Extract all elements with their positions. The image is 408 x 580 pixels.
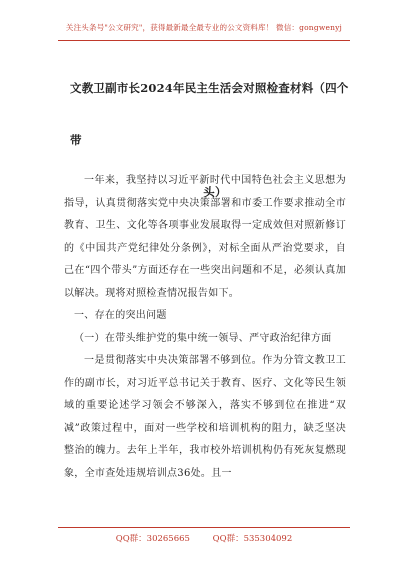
section-heading: 一、存在的突出问题 bbox=[74, 310, 167, 321]
footer-divider bbox=[58, 527, 350, 528]
footer-contacts bbox=[0, 532, 408, 544]
title-line-1: 文教卫副市长2024年民主生活会对照检查材料（四个带 bbox=[70, 81, 349, 147]
footer-qq-group-2: QQ群：535304092 bbox=[212, 534, 293, 544]
body-paragraph: 一是贯彻落实中央决策部署不够到位。作为分管文教卫工作的副市长，对习近平总书记关于教育、医疗、文化等民生领域的重要论述学习领会不够深入，落实不够到位在推进“双减”政策过程中，面对一些学校和培训机构的阻力，缺乏坚决整治的魄力。去年上半年，我市校外培训机构仍有死灰复燃现象，全市查处违规培训点36处。且一 bbox=[64, 355, 346, 479]
footer-qq-group-1: QQ群：30265665 bbox=[115, 534, 190, 544]
header-divider bbox=[58, 40, 350, 41]
title-line-2: 头） bbox=[203, 185, 227, 199]
intro-paragraph: 一年来，我坚持以习近平新时代中国特色社会主义思想为指导，认真贯彻落实党中央决策部署和市委工作要求推动全市教育、卫生、文化等各项事业发展取得一定成效但对照新修订的《中国共产党纪律处分条例》，对标全面从严治党要求，自己在“四个带头”方面还存在一些突出问题和不足，必须认真加以解决。现将对照检查情况报告如下。 bbox=[64, 175, 346, 299]
subsection-heading: （一）在带头维护党的集中统一领导、严守政治纪律方面 bbox=[74, 332, 332, 344]
document-body bbox=[64, 170, 346, 485]
header-promo-note: 关注头条号"公文研究"，获得最新最全最专业的公文资料库！ 微信：gongwenyj bbox=[65, 23, 343, 32]
